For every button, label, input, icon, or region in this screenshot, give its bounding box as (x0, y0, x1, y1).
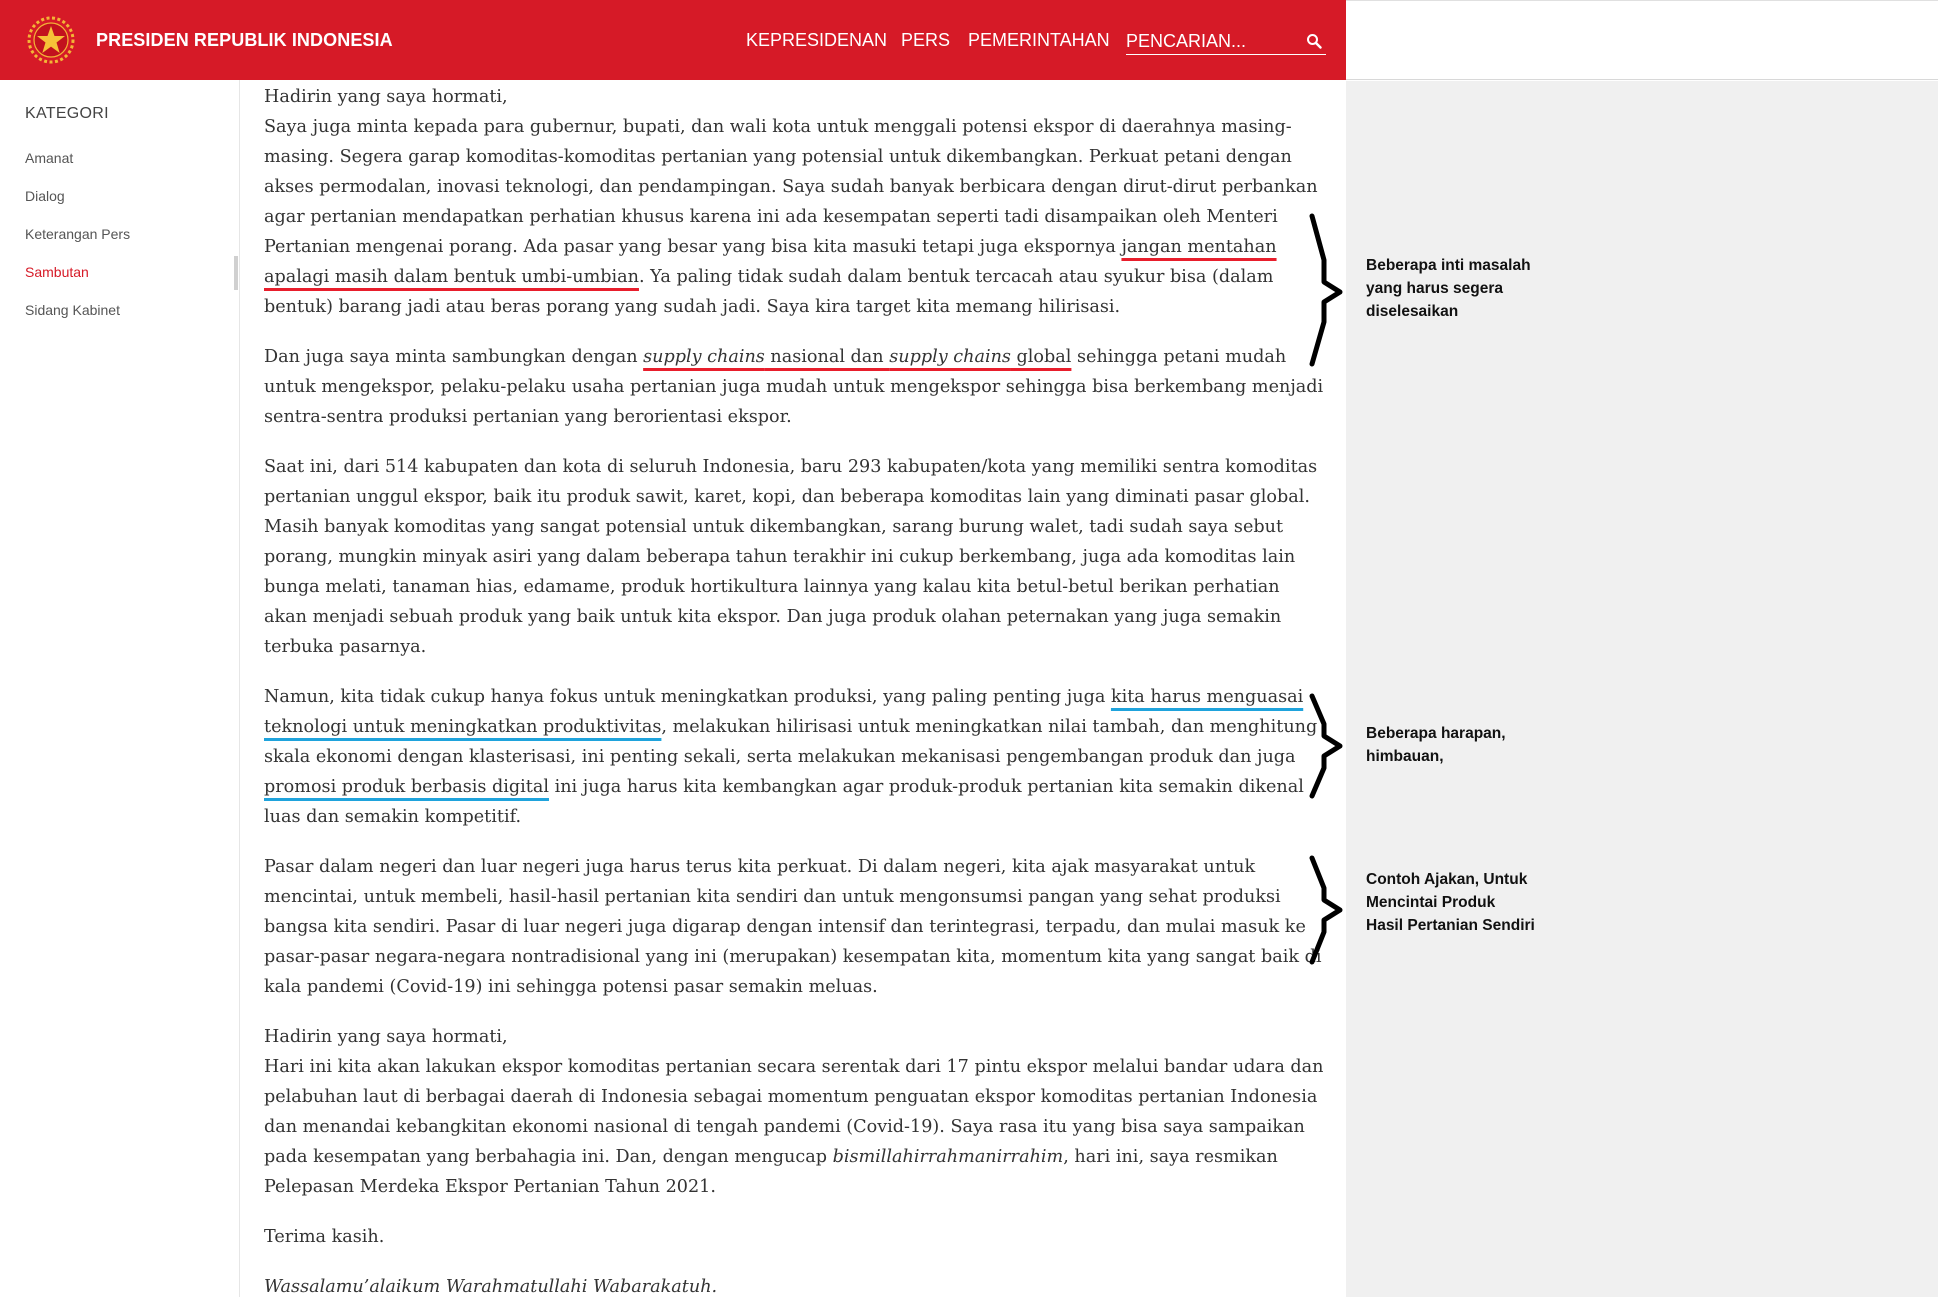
paragraph-4 (264, 682, 1324, 832)
nav-kepresidenan[interactable]: KEPRESIDENAN (746, 30, 888, 50)
paragraph-text: , melakukan hilirisasi untuk meningkatkan nilai tambah, dan menghitung skala ekonomi dengan klasterisasi, ini penting sekali, serta melakukan mekanisasi pengembangan produk dan juga (264, 717, 1318, 767)
paragraph-text: nasional dan (764, 347, 890, 367)
paragraph-7: Terima kasih. (264, 1227, 385, 1247)
italic-term: supply chains (889, 347, 1011, 367)
sidebar-item-sambutan[interactable]: Sambutan (25, 264, 89, 280)
greeting: Hadirin yang saya hormati, (264, 1027, 508, 1047)
annotation-masalah: Beberapa inti masalah yang harus segera diselesaikan (1366, 257, 1531, 320)
red-underlined-phrase (643, 347, 1071, 367)
sidebar-item-keterangan-pers[interactable]: Keterangan Pers (25, 226, 131, 242)
italic-term: bismillahirrahmanirrahim (832, 1147, 1064, 1167)
closing-salutation: Wassalamu’alaikum Warahmatullahi Wabarakatuh. (264, 1277, 718, 1297)
annotation-ajakan: Contoh Ajakan, Untuk Mencintai Produk Hasil Pertanian Sendiri (1366, 871, 1535, 934)
paragraph-text: , hari ini, saya resmikan Pelepasan Merdeka Ekspor Pertanian Tahun 2021. (264, 1147, 1278, 1197)
paragraph-text: Dan juga saya minta sambungkan dengan (264, 347, 644, 367)
arrow-right-icon (1306, 210, 1346, 370)
blue-underlined-phrase: promosi produk berbasis digital (264, 777, 549, 797)
search-icon[interactable] (1306, 33, 1322, 49)
paragraph-text: sehingga petani mudah untuk mengekspor, pelaku-pelaku usaha pertanian juga mudah untuk mengekspor sehingga bisa berkembang menjadi sentra-sentra produksi pertanian yang berorientasi ekspor. (264, 347, 1324, 427)
greeting: Hadirin yang saya hormati, (264, 87, 508, 107)
paragraph-text: Hari ini kita akan lakukan ekspor komoditas pertanian secara serentak dari 17 pintu ekspor melalui bandar udara dan pelabuhan laut di berbagai daerah di Indonesia sebagai momentum penguatan ekspor komoditas pertanian Indonesia dan menandai kebangkitan ekonomi nasional di tengah pandemi (Covid-19). Saya rasa itu yang bisa saya sampaikan pada kesempatan yang berbahagia ini. Dan, dengan mengucap (264, 1057, 1324, 1167)
paragraph-5: Pasar dalam negeri dan luar negeri juga harus terus kita perkuat. Di dalam negeri, kita ajak masyarakat untuk mencintai, untuk membeli, hasil-hasil pertanian kita sendiri dan untuk mengonsumsi pangan yang sehat produksi bangsa kita sendiri. Pasar di luar negeri juga digarap dengan intensif dan terintegrasi, terpadu, dan mulai masuk ke pasar-pasar negara-negara nontradisional yang ini (merupakan) kesempatan kita, momentum kita yang sangat baik di kala pandemi (Covid-19) ini sehingga potensi pasar semakin meluas. (264, 857, 1322, 997)
site-header (0, 0, 1346, 80)
category-sidebar (0, 80, 240, 1297)
arrow-right-icon (1306, 854, 1346, 966)
sidebar-item-amanat[interactable]: Amanat (25, 150, 74, 166)
paragraph-text: . Ya paling tidak sudah dalam bentuk tercacah atau syukur bisa (dalam bentuk) barang jadi atau beras porang yang sudah jadi. Saya kira target kita memang hilirisasi. (264, 267, 1274, 317)
paragraph-text: Saya juga minta kepada para gubernur, bupati, dan wali kota untuk menggali potensi ekspor di daerahnya masing-masing. Segera garap komoditas-komoditas pertanian yang potensial untuk dikembangkan. Perkuat petani dengan akses permodalan, inovasi teknologi, dan pendampingan. Saya sudah banyak berbicara dengan dirut-dirut perbankan agar pertanian mendapatkan perhatian khusus karena ini ada kesempatan seperti tadi disampaikan oleh Menteri Pertanian mengenai porang. Ada pasar yang besar yang bisa kita masuki tetapi juga ekspornya (264, 117, 1318, 257)
garuda-star-emblem-icon[interactable] (26, 14, 76, 66)
paragraph-3: Saat ini, dari 514 kabupaten dan kota di seluruh Indonesia, baru 293 kabupaten/kota yang memiliki sentra komoditas pertanian unggul ekspor, baik itu produk sawit, karet, kopi, dan beberapa komoditas lain yang diminati pasar global. Masih banyak komoditas yang sangat potensial untuk dikembangkan, sarang burung walet, tadi sudah saya sebut porang, mungkin minyak asiri yang dalam beberapa tahun terakhir ini cukup berkembang, juga ada komoditas lain bunga melati, tanaman hias, edamame, produk hortikultura lainnya yang kalau kita betul-betul berikan perhatian akan menjadi sebuah produk yang baik untuk kita ekspor. Dan juga produk olahan peternakan yang juga semakin terbuka pasarnya. (264, 457, 1318, 657)
red-underlined-phrase: jangan mentahan apalagi masih dalam bentuk umbi-umbian (264, 237, 1277, 287)
italic-term: supply chains (643, 347, 765, 367)
sidebar-scroll-indicator[interactable] (234, 256, 238, 290)
arrow-right-icon (1306, 692, 1346, 800)
nav-pers[interactable]: PERS (901, 30, 951, 50)
paragraph-8 (264, 1272, 1324, 1297)
sidebar-item-dialog[interactable]: Dialog (25, 188, 65, 204)
paragraph-2 (264, 342, 1324, 432)
speech-article (264, 82, 1324, 1297)
paragraph-text: ini juga harus kita kembangkan agar produk-produk pertanian kita semakin dikenal luas dan semakin kompetitif. (264, 777, 1304, 827)
sidebar-item-sidang-kabinet[interactable]: Sidang Kabinet (25, 302, 120, 318)
paragraph-6 (264, 1022, 1324, 1202)
search-input[interactable] (1126, 28, 1296, 54)
nav-pemerintahan[interactable]: PEMERINTAHAN (968, 30, 1110, 50)
paragraph-1 (264, 82, 1324, 322)
top-right-strip (1346, 0, 1938, 80)
site-title[interactable]: PRESIDEN REPUBLIK INDONESIA (96, 30, 393, 50)
sidebar-heading: KATEGORI (25, 105, 109, 122)
paragraph-text: global (1010, 347, 1072, 367)
search-box (1126, 28, 1326, 55)
blue-underlined-phrase: kita harus menguasai teknologi untuk meningkatkan produktivitas (264, 687, 1304, 737)
paragraph-text: Namun, kita tidak cukup hanya fokus untuk meningkatkan produksi, yang paling penting juga (264, 687, 1111, 707)
annotation-harapan: Beberapa harapan, himbauan, (1366, 725, 1506, 765)
